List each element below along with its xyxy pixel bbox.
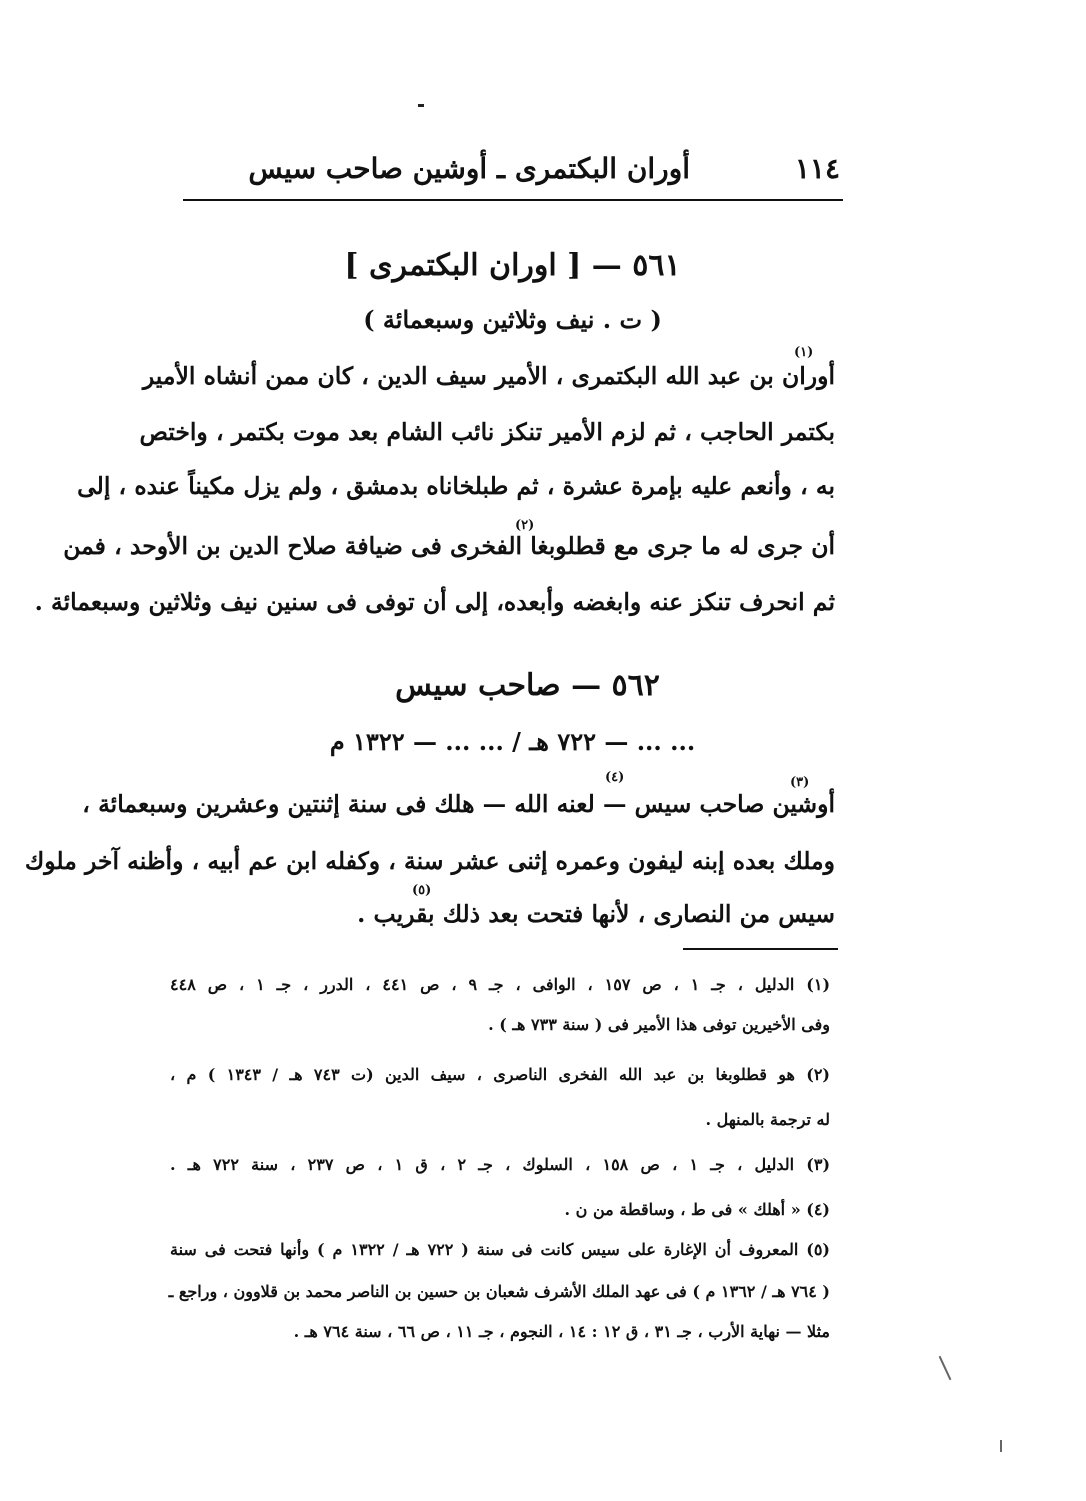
entry-561-line-4: أن جرى له ما جرى مع قطلوبغا الفخرى فى ضيافة صلاح الدين بن الأوحد ، فمن [63, 532, 835, 560]
footnote-mark-1: (١) [794, 345, 814, 360]
page-number: ١١٤ [794, 152, 840, 185]
entry-562-line-2: وملك بعده إبنه ليفون وعمره إثنى عشر سنة ، وكفله ابن عم أبيه ، وأظنه آخر ملوك [24, 847, 835, 875]
scan-mark [1000, 1440, 1002, 1452]
scan-mark [939, 1356, 952, 1380]
footnote-mark-3: (٣) [790, 775, 810, 790]
footnote-mark-5: (٥) [412, 883, 432, 898]
footnote-5-line-1: (٥) المعروف أن الإغارة على سيس كانت فى سنة ( ٧٢٢ هـ / ١٣٢٢ م ) وأنها فتحت فى سنة [170, 1240, 830, 1259]
entry-561-line-3: به ، وأنعم عليه بإمرة عشرة ، ثم طبلخاناه بدمشق ، ولم يزل مكيناً عنده ، إلى [77, 472, 835, 500]
footnote-4: (٤) « أهلك » فى ط ، وساقطة من ن . [564, 1200, 830, 1219]
footnote-5-line-2: ( ٧٦٤ هـ / ١٣٦٢ م ) فى عهد الملك الأشرف شعبان بن حسين بن الناصر محمد بن قلاوون ، وراجع ـ [168, 1282, 830, 1301]
running-title: أوران البكتمرى ـ أوشين صاحب سيس [248, 152, 690, 185]
print-speck [418, 104, 424, 107]
entry-561-line-2: بكتمر الحاجب ، ثم لزم الأمير تنكز نائب الشام بعد موت بكتمر ، واختص [139, 418, 835, 446]
header-rule [183, 199, 843, 201]
page-header [185, 148, 840, 192]
footnote-mark-2: (٢) [515, 518, 535, 533]
footnote-separator [683, 948, 838, 950]
footnote-5-line-3: مثلا — نهاية الأرب ، جـ ٣١ ، ق ١٢ : ١٤ ، النجوم ، جـ ١١ ، ص ٦٦ ، سنة ٧٦٤ هـ . [293, 1322, 830, 1341]
entry-561-line-1: أوران بن عبد الله البكتمرى ، الأمير سيف الدين ، كان ممن أنشاه الأمير [142, 362, 835, 390]
footnote-1-line-1: (١) الدليل ، جـ ١ ، ص ١٥٧ ، الوافى ، جـ ٩ ، ص ٤٤١ ، الدرر ، جـ ١ ، ص ٤٤٨ [170, 975, 831, 994]
entry-562-line-1: أوشين صاحب سيس — لعنه الله — هلك فى سنة إثنتين وعشرين وسبعمائة ، [82, 790, 835, 818]
entry-562-dates: ... ... — ٧٢٢ هـ / ... ... — ١٣٢٢ م [329, 727, 696, 756]
entry-561-death-date: ( ت . نيف وثلاثين وسبعمائة ) [363, 305, 662, 334]
footnote-2-line-1: (٢) هو قطلوبغا بن عبد الله الفخرى الناصرى ، سيف الدين (ت ٧٤٣ هـ / ١٣٤٣ ) م ، [170, 1065, 830, 1084]
entry-561-title: ٥٦١ — [ اوران البكتمرى ] [344, 248, 681, 283]
entry-561-line-5: ثم انحرف تنكز عنه وابغضه وأبعده، إلى أن توفى فى سنين نيف وثلاثين وسبعمائة . [34, 588, 835, 616]
footnote-2-line-2: له ترجمة بالمنهل . [705, 1110, 830, 1129]
entry-562-title: ٥٦٢ — صاحب سيس [395, 668, 660, 703]
footnote-3: (٣) الدليل ، جـ ١ ، ص ١٥٨ ، السلوك ، جـ ٢ ، ق ١ ، ص ٢٣٧ ، سنة ٧٢٢ هـ . [170, 1155, 831, 1174]
entry-562-line-3: سيس من النصارى ، لأنها فتحت بعد ذلك بقريب . [357, 900, 835, 928]
footnote-mark-4: (٤) [605, 770, 625, 785]
footnote-1-line-2: وفى الأخيرين توفى هذا الأمير فى ( سنة ٧٣٣ هـ ) . [488, 1015, 830, 1034]
